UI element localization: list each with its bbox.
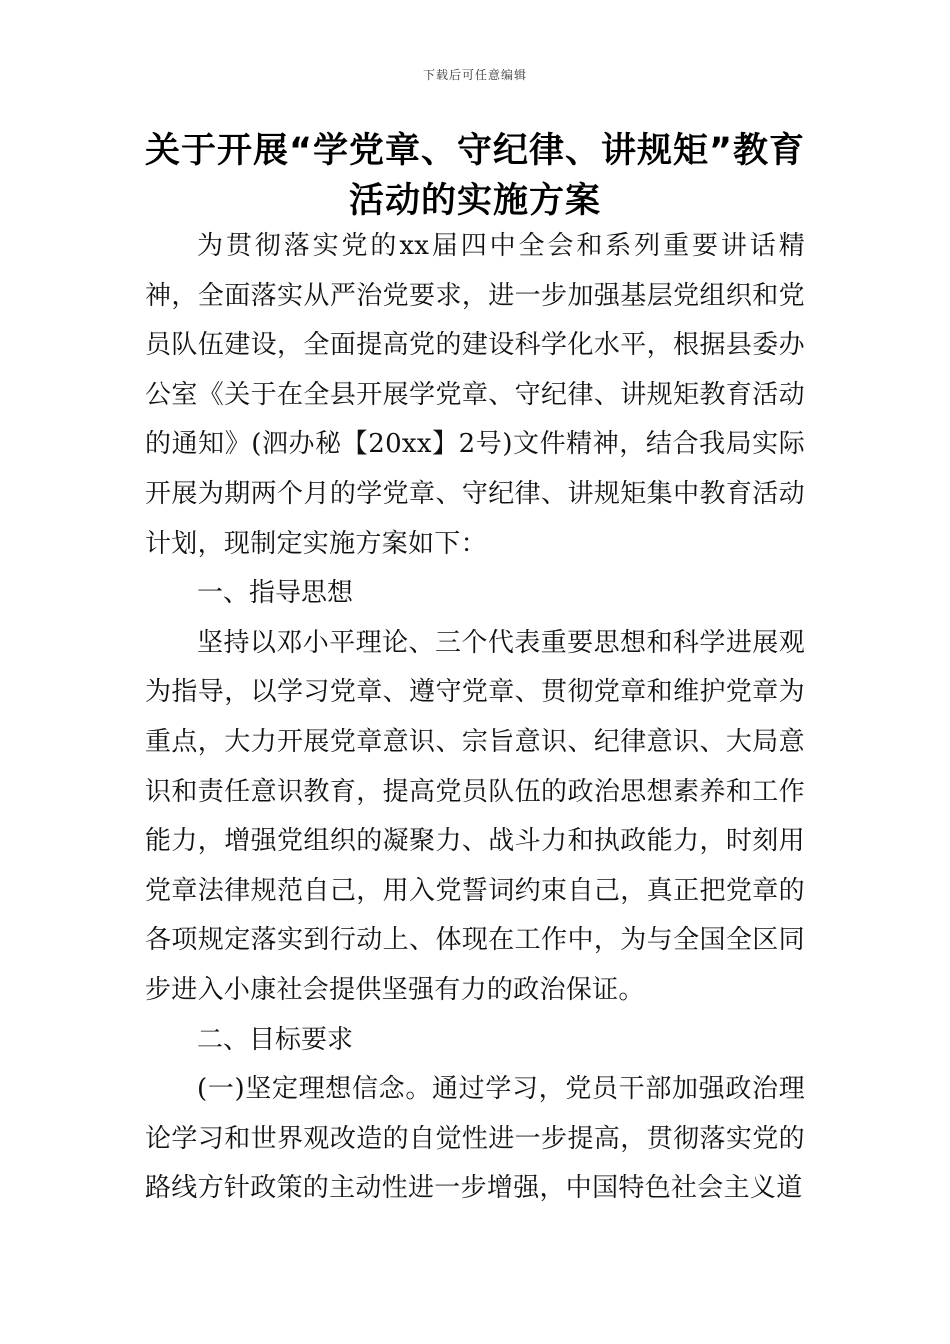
section-heading-guiding: 一、指导思想 [197,578,354,609]
document-title: 关于开展“学党章、守纪律、讲规矩”教育活动的实施方案 [145,131,806,221]
section-heading-goals: 二、目标要求 [197,1024,354,1055]
intro-paragraph: 为贯彻落实党的xx届四中全会和系列重要讲话精神，全面落实从严治党要求，进一步加强基层党组织和党员队伍建设，全面提高党的建设科学化水平，根据县委办公室《关于在全县开展学党章、守纪律、讲规矩教育活动的通知》(泗办秘【20xx】2号)文件精神，结合我局实际开展为期两个月的学党章、守纪律、讲规矩集中教育活动计划，现制定实施方案如下： [145,231,805,559]
header-note: 下载后可任意编辑 [422,68,527,82]
goal-paragraph-1: (一)坚定理想信念。通过学习，党员干部加强政治理论学习和世界观改造的自觉性进一步提高，贯彻落实党的路线方针政策的主动性进一步增强，中国特色社会主义道 [145,1074,805,1204]
guiding-paragraph: 坚持以邓小平理论、三个代表重要思想和科学进展观为指导，以学习党章、遵守党章、贯彻党章和维护党章为重点，大力开展党章意识、宗旨意识、纪律意识、大局意识和责任意识教育，提高党员队伍的政治思想素养和工作能力，增强党组织的凝聚力、战斗力和执政能力，时刻用党章法律规范自己，用入党誓词约束自己，真正把党章的各项规定落实到行动上、体现在工作中，为与全国全区同步进入小康社会提供坚强有力的政治保证。 [145,627,805,1005]
document-body [145,222,805,1214]
